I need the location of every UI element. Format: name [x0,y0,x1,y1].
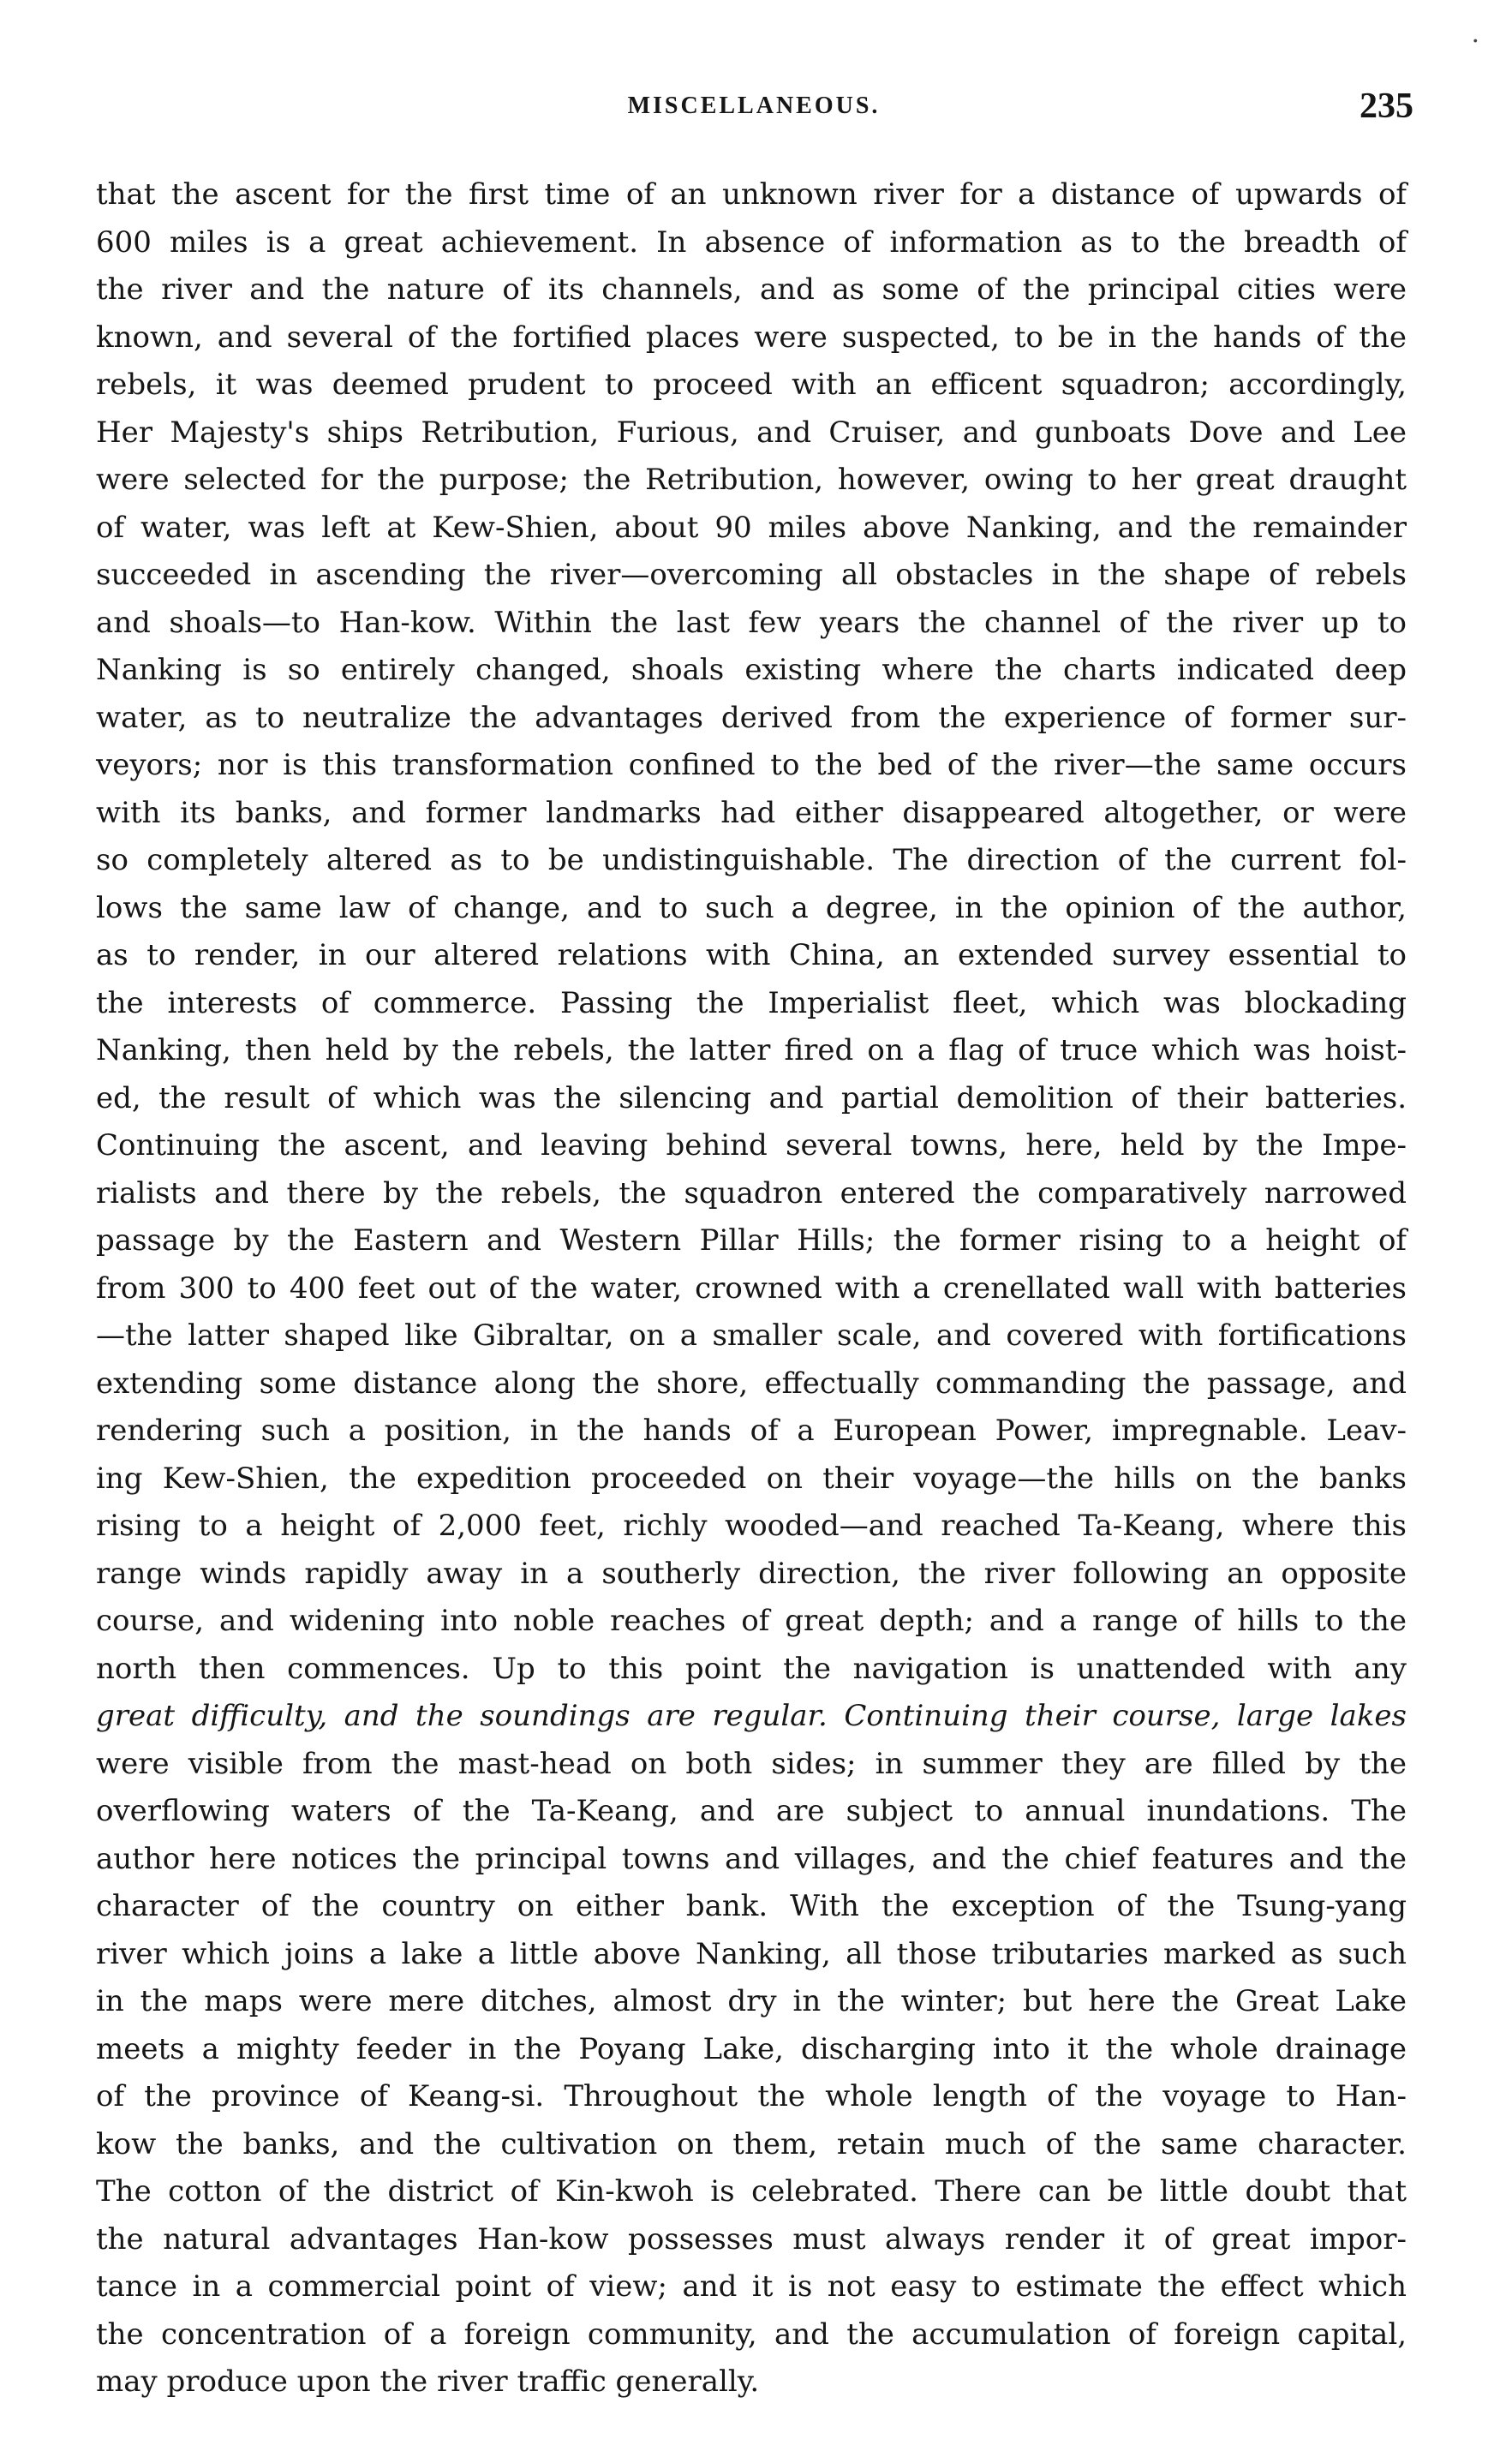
text-line: course, and widening into noble reaches of great depth; and a range of hills to the [96,1604,1407,1638]
text-line: of the province of Keang-si. Throughout the whole length of the voyage to Han- [96,2079,1407,2113]
text-line: Nanking is so entirely changed, shoals existing where the charts indicated deep [96,653,1407,687]
text-line: river which joins a lake a little above Nanking, all those tributaries marked as such [96,1936,1407,1971]
running-head-title: MISCELLANEOUS. [627,93,881,119]
text-line: from 300 to 400 feet out of the water, crowned with a crenellated wall with batteries [96,1270,1407,1306]
text-line: were selected for the purpose; the Retribution, however, owing to her great draught [96,463,1407,497]
text-line: tance in a commercial point of view; and it is not easy to estimate the effect which [96,2269,1407,2304]
text-line: 600 miles is a great achievement. In absence of information as to the breadth of [96,224,1407,260]
text-line: in the maps were mere ditches, almost dry in the winter; but here the Great Lake [96,1984,1407,2018]
text-line: the natural advantages Han-kow possesses must always render it of great impor- [96,2221,1407,2257]
page-number: 235 [1360,87,1413,126]
text-line: succeeded in ascending the river—overcoming all obstacles in the shape of rebels [96,558,1407,592]
text-line: rising to a height of 2,000 feet, richly wooded—and reached Ta-Keang, where this [96,1509,1407,1543]
text-line: lows the same law of change, and to such a degree, in the opinion of the author, [96,890,1407,925]
running-head [94,87,1413,135]
text-line: Continuing the ascent, and leaving behind several towns, here, held by the Impe- [96,1128,1407,1163]
text-line: The cotton of the district of Kin-kwoh is celebrated. There can be little doubt that [96,2174,1407,2209]
text-line: rendering such a position, in the hands of a European Power, impregnable. Leav- [96,1414,1407,1448]
text-line: overflowing waters of the Ta-Keang, and are subject to annual inundations. The [96,1794,1407,1828]
text-line: so completely altered as to be undistinguishable. The direction of the current fol- [96,843,1407,877]
text-line: rebels, it was deemed prudent to proceed with an efficent squadron; accordingly, [96,368,1407,402]
text-line: were visible from the mast-head on both sides; in summer they are filled by the [96,1746,1407,1781]
text-line-last: may produce upon the river traffic generally. [96,2364,760,2399]
text-line: ing Kew-Shien, the expedition proceeded on their voyage—the hills on the banks [96,1461,1407,1496]
text-line: —the latter shaped like Gibraltar, on a smaller scale, and covered with fortifications [96,1318,1407,1353]
text-line: meets a mighty feeder in the Poyang Lake, discharging into it the whole drainage [96,2031,1407,2066]
text-line: rialists and there by the rebels, the squadron entered the comparatively narrowed [96,1175,1407,1211]
text-line: author here notices the principal towns and villages, and the chief features and the [96,1841,1407,1876]
body-paragraph [96,171,1407,2406]
text-line: known, and several of the fortified places were suspected, to be in the hands of the [96,320,1407,355]
text-line: veyors; nor is this transformation confined to the bed of the river—the same occurs [96,748,1407,782]
text-line: that the ascent for the first time of an unknown river for a distance of upwards of [96,177,1407,212]
text-line: water, as to neutralize the advantages derived from the experience of former sur- [96,700,1407,735]
text-line: passage by the Eastern and Western Pillar Hills; the former rising to a height of [96,1223,1407,1258]
text-line: Her Majesty's ships Retribution, Furious, and Cruiser, and gunboats Dove and Lee [96,415,1407,450]
text-line: and shoals—to Han-kow. Within the last few years the channel of the river up to [96,605,1407,640]
text-line: the interests of commerce. Passing the Imperialist fleet, which was blockading [96,985,1407,1020]
text-line: north then commences. Up to this point the navigation is unattended with any [96,1651,1407,1686]
text-line: Nanking, then held by the rebels, the latter fired on a flag of truce which was hoist- [96,1033,1407,1067]
text-line: as to render, in our altered relations with China, an extended survey essential to [96,938,1407,972]
text-line: with its banks, and former landmarks had either disappeared altogether, or were [96,795,1407,830]
text-line: of water, was left at Kew-Shien, about 90 miles above Nanking, and the remainder [96,510,1407,545]
text-line: the concentration of a foreign community, and the accumulation of foreign capital, [96,2317,1407,2352]
edge-mark: . [1471,19,1479,49]
text-line-italic: great difficulty, and the soundings are regular. Continuing their course, large lakes [96,1699,1407,1733]
text-line: range winds rapidly away in a southerly direction, the river following an opposite [96,1556,1407,1591]
text-line: ed, the result of which was the silencing and partial demolition of their batteries. [96,1080,1407,1115]
text-line: extending some distance along the shore, effectually commanding the passage, and [96,1366,1407,1401]
text-line: character of the country on either bank. With the exception of the Tsung-yang [96,1889,1407,1923]
text-line: kow the banks, and the cultivation on them, retain much of the same character. [96,2126,1407,2161]
text-line: the river and the nature of its channels, and as some of the principal cities were [96,272,1407,307]
